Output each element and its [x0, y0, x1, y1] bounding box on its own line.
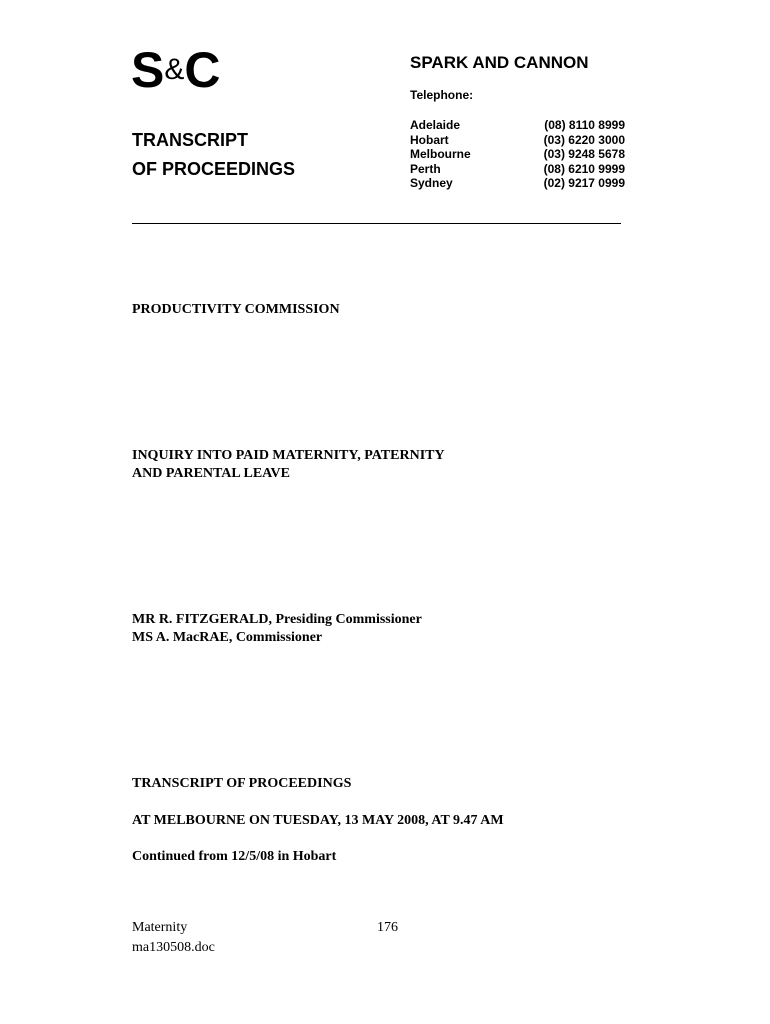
continued-note: Continued from 12/5/08 in Hobart — [132, 849, 337, 864]
office-city: Adelaide — [410, 118, 461, 132]
office-city: Perth — [410, 161, 441, 176]
telephone-label: Telephone: — [410, 88, 474, 102]
header-divider — [132, 223, 621, 224]
office-city: Hobart — [410, 132, 449, 147]
office-row — [410, 133, 625, 148]
document-title-line-2: OF PROCEEDINGS — [132, 159, 296, 179]
office-phone: (02) 9217 0999 — [543, 176, 625, 191]
office-phone: (08) 8110 8999 — [544, 118, 625, 132]
footer-topic: Maternity — [132, 920, 188, 935]
office-row — [410, 176, 625, 191]
footer-filename: ma130508.doc — [132, 940, 215, 955]
inquiry-title-line-1: INQUIRY INTO PAID MATERNITY, PATERNITY — [132, 448, 445, 463]
inquiry-title — [132, 447, 445, 483]
logo-letter-c: C — [184, 42, 220, 98]
location-date: AT MELBOURNE ON TUESDAY, 13 MAY 2008, AT 9.47 AM — [132, 813, 504, 828]
office-phone-list — [410, 118, 625, 191]
proceedings-heading: TRANSCRIPT OF PROCEEDINGS — [132, 776, 352, 791]
document-title-line-1: TRANSCRIPT — [132, 130, 248, 150]
organisation-name: PRODUCTIVITY COMMISSION — [132, 302, 340, 317]
office-row — [410, 147, 625, 162]
office-city: Melbourne — [410, 147, 471, 162]
logo-ampersand: & — [164, 53, 184, 86]
page-number: 176 — [377, 920, 398, 935]
inquiry-title-line-2: AND PARENTAL LEAVE — [132, 466, 290, 481]
office-phone: (03) 9248 5678 — [543, 147, 625, 162]
logo-letter-s: S — [131, 42, 164, 98]
presiding-commissioner: MR R. FITZGERALD, Presiding Commissioner — [132, 612, 422, 627]
office-phone: (03) 6220 3000 — [543, 132, 625, 147]
firm-name: SPARK AND CANNON — [410, 53, 589, 72]
company-logo — [131, 44, 219, 104]
commissioners — [132, 611, 422, 647]
office-row — [410, 118, 625, 133]
office-city: Sydney — [410, 176, 453, 191]
document-title — [132, 126, 295, 184]
commissioner: MS A. MacRAE, Commissioner — [132, 630, 323, 645]
office-row — [410, 162, 625, 177]
footer-info — [132, 918, 215, 958]
office-phone: (08) 6210 9999 — [543, 161, 625, 176]
